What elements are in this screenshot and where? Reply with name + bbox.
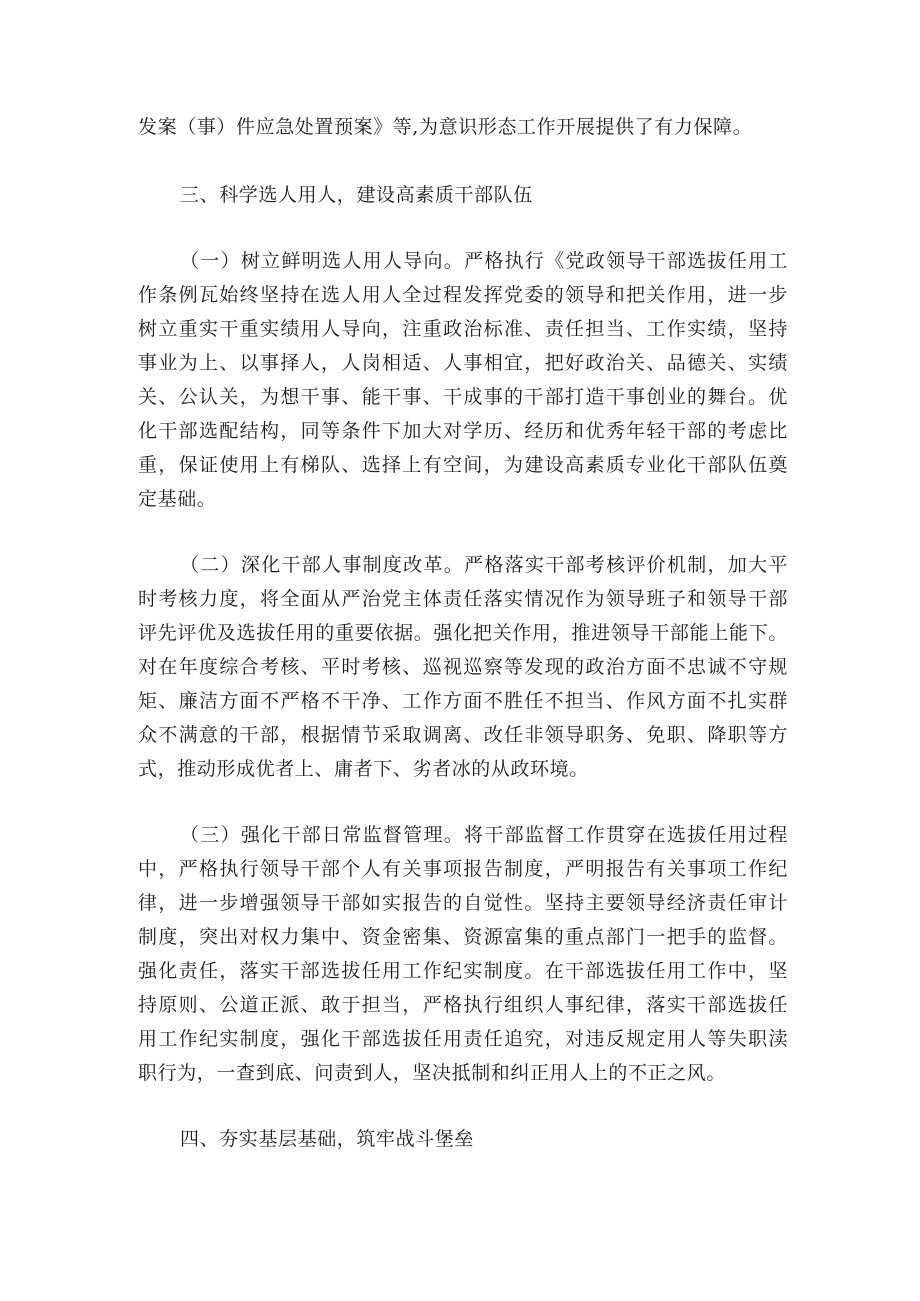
paragraph-line: 事业为上、以事择人，人岗相适、人事相宜，把好政治关、品德关、实绩 — [138, 352, 788, 374]
paragraph-line: 树立重实干重实绩用人导向，注重政治标准、责任担当、工作实绩，坚持 — [138, 318, 788, 340]
paragraph-line: 时考核力度，将全面从严治党主体责任落实情况作为领导班子和领导干部 — [138, 588, 788, 610]
paragraph-line: 关、公认关，为想干事、能干事、干成事的干部打造干事创业的舞台。优 — [138, 386, 788, 408]
paragraph-line: 重，保证使用上有梯队、选择上有空间，为建设高素质专业化干部队伍奠 — [138, 454, 788, 476]
section-heading: 四、夯实基层基础，筑牢战斗堡垒 — [180, 1128, 475, 1150]
paragraph-line: 化干部选配结构，同等条件下加大对学历、经历和优秀年轻干部的考虑比 — [138, 420, 788, 442]
paragraph-line: 律，进一步增强领导干部如实报告的自觉性。坚持主要领导经济责任审计 — [138, 892, 788, 914]
paragraph-line: 对在年度综合考核、平时考核、巡视巡察等发现的政治方面不忠诚不守规 — [138, 656, 788, 678]
paragraph-line: （三）强化干部日常监督管理。将干部监督工作贯穿在选拔任用过程 — [180, 824, 788, 846]
paragraph-line: 矩、廉洁方面不严格不干净、工作方面不胜任不担当、作风方面不扎实群 — [138, 690, 788, 712]
paragraph-line: （一）树立鲜明选人用人导向。严格执行《党政领导干部选拔任用工 — [180, 250, 788, 272]
paragraph-line: 持原则、公道正派、敢于担当，严格执行组织人事纪律，落实干部选拔任 — [138, 994, 788, 1016]
paragraph-line: 职行为，一查到底、问责到人，坚决抵制和纠正用人上的不正之风。 — [138, 1062, 727, 1084]
paragraph-line: （二）深化干部人事制度改革。严格落实干部考核评价机制，加大平 — [180, 554, 788, 576]
paragraph-line: 众不满意的干部，根据情节采取调离、改任非领导职务、免职、降职等方 — [138, 724, 788, 746]
paragraph-line: 评先评优及选拔任用的重要依据。强化把关作用，推进领导干部能上能下。 — [138, 622, 788, 644]
paragraph-line: 强化责任，落实干部选拔任用工作纪实制度。在干部选拔任用工作中，坚 — [138, 960, 788, 982]
section-heading: 三、科学选人用人，建设高素质干部队伍 — [180, 184, 533, 206]
paragraph-line: 发案（事）件应急处置预案》等,为意识形态工作开展提供了有力保障。 — [138, 116, 753, 138]
paragraph-line: 作条例瓦始终坚持在选人用人全过程发挥党委的领导和把关作用，进一步 — [138, 284, 788, 306]
paragraph-line: 中，严格执行领导干部个人有关事项报告制度，严明报告有关事项工作纪 — [138, 858, 788, 880]
paragraph-line: 制度，突出对权力集中、资金密集、资源富集的重点部门一把手的监督。 — [138, 926, 788, 948]
paragraph-line: 定基础。 — [138, 488, 217, 510]
paragraph-line: 式，推动形成优者上、庸者下、劣者冰的从政环境。 — [138, 758, 589, 780]
paragraph-line: 用工作纪实制度，强化干部选拔任用责任追究，对违反规定用人等失职渎 — [138, 1028, 788, 1050]
